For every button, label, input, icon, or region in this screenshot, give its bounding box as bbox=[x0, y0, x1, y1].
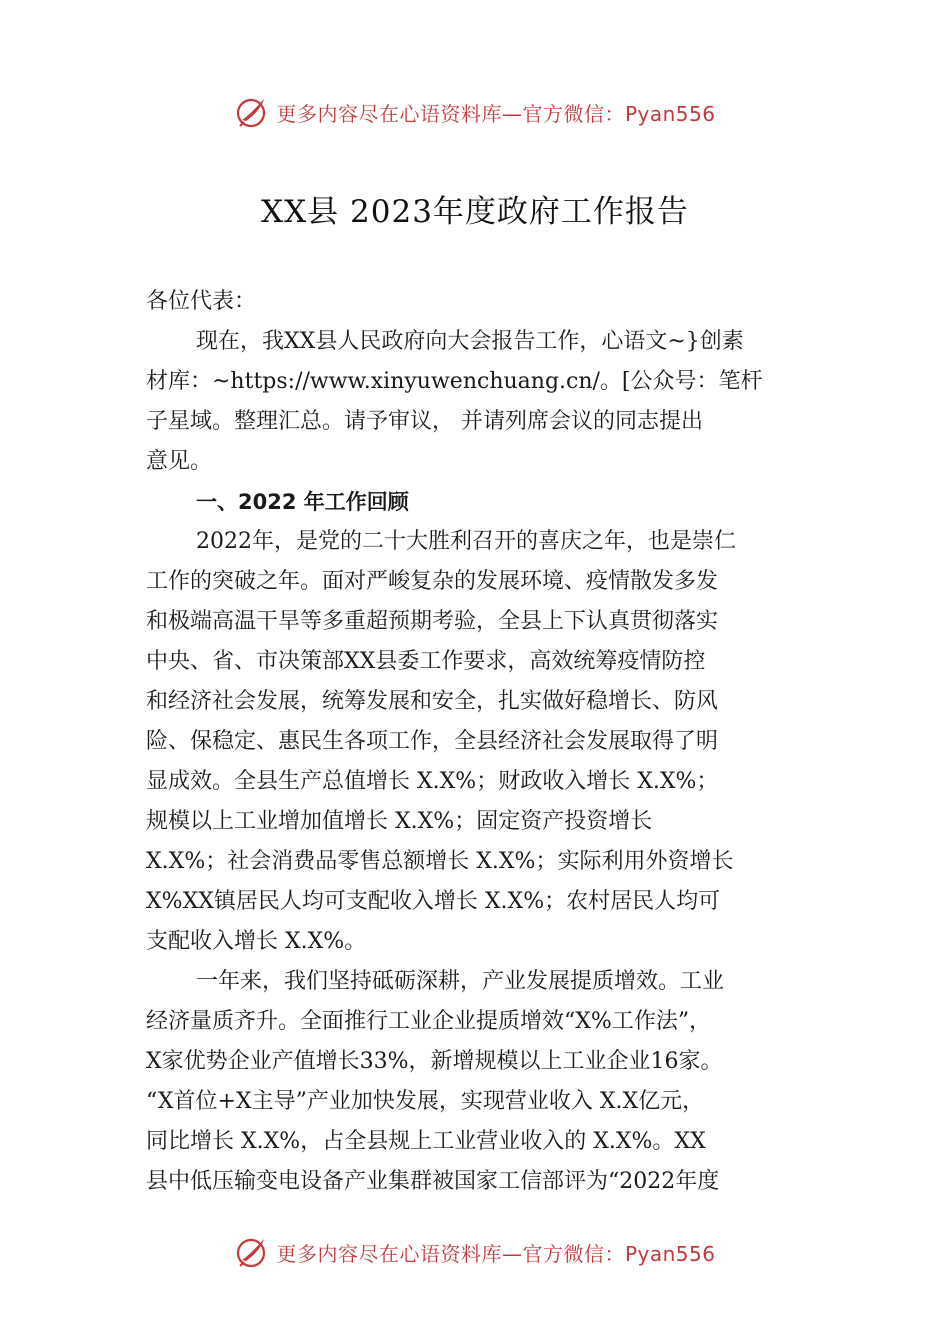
paragraph-line: 和经济社会发展，统筹发展和安全，扎实做好稳增长、防风 bbox=[146, 689, 719, 714]
quill-ink-logo-icon bbox=[234, 94, 270, 130]
paragraph-line: X%XX镇居民人均可支配收入增长 X.X%；农村居民人均可 bbox=[146, 889, 721, 914]
paragraph-line: 支配收入增长 X.X%。 bbox=[146, 929, 367, 954]
banner-text: 更多内容尽在心语资料库—官方微信：Pyan556 bbox=[276, 1241, 716, 1266]
intro-line: 现在，我XX县人民政府向大会报告工作，心语文~}创素 bbox=[196, 329, 744, 354]
intro-line: 材库：~https://www.xinyuwenchuang.cn/。[公众号：笔杆 bbox=[146, 369, 763, 394]
salutation: 各位代表： bbox=[146, 289, 257, 314]
footer-banner bbox=[0, 1232, 950, 1272]
paragraph-line: X家优势企业产值增长33%，新增规模以上工业企业16家。 bbox=[146, 1049, 723, 1074]
quill-ink-logo-icon bbox=[234, 1234, 270, 1270]
paragraph-line: 和极端高温干旱等多重超预期考验，全县上下认真贯彻落实 bbox=[146, 609, 719, 634]
paragraph-line: 2022年，是党的二十大胜利召开的喜庆之年，也是崇仁 bbox=[196, 529, 736, 554]
paragraph-line: 中央、省、市决策部XX县委工作要求，高效统筹疫情防控 bbox=[146, 649, 706, 674]
paragraph-line: “X首位+X主导”产业加快发展，实现营业收入 X.X亿元， bbox=[146, 1089, 705, 1114]
paragraph-line: 险、保稳定、惠民生各项工作，全县经济社会发展取得了明 bbox=[146, 729, 719, 754]
paragraph-line: 规模以上工业增加值增长 X.X%；固定资产投资增长 bbox=[146, 809, 653, 834]
paragraph-line: 一年来，我们坚持砥砺深耕，产业发展提质增效。工业 bbox=[196, 969, 725, 994]
paragraph-line: 县中低压输变电设备产业集群被国家工信部评为“2022年度 bbox=[146, 1169, 720, 1194]
paragraph-line: 工作的突破之年。面对严峻复杂的发展环境、疫情散发多发 bbox=[146, 569, 719, 594]
section-heading: 一、2022 年工作回顾 bbox=[196, 490, 409, 514]
document-title: XX县 2023年度政府工作报告 bbox=[261, 194, 689, 230]
paragraph-line: 同比增长 X.X%，占全县规上工业营业收入的 X.X%。XX bbox=[146, 1129, 706, 1154]
intro-line: 意见。 bbox=[146, 449, 213, 474]
paragraph-line: 经济量质齐升。全面推行工业企业提质增效“X%工作法”， bbox=[146, 1009, 712, 1034]
document-body bbox=[146, 282, 810, 1202]
paragraph-line: 显成效。全县生产总值增长 X.X%；财政收入增长 X.X%； bbox=[146, 769, 719, 794]
banner-text: 更多内容尽在心语资料库—官方微信：Pyan556 bbox=[276, 101, 716, 126]
intro-line: 子星域。整理汇总。请予审议， 并请列席会议的同志提出 bbox=[146, 409, 703, 434]
paragraph-line: X.X%；社会消费品零售总额增长 X.X%；实际利用外资增长 bbox=[146, 849, 734, 874]
header-banner bbox=[0, 92, 950, 132]
